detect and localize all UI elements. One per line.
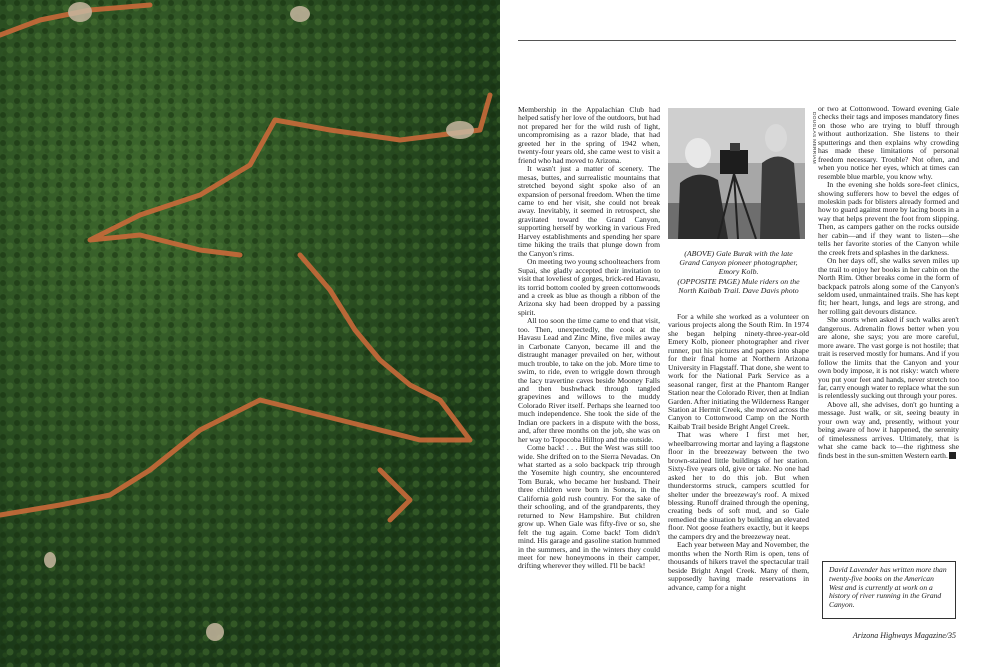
header-rule xyxy=(518,40,956,41)
paragraph: On her days off, she walks seven miles up the trail to enjoy her books in her cabin on the North Rim. Other breaks come in the form of backpack patrols along some of the Canyon's seldom used, unmaintained trails. She has kept fit; her heart, lungs, and legs are strong, and her rolling gait devours distance. xyxy=(818,256,959,316)
paragraph: On meeting two young schoolteachers from Supai, she gladly accepted their invitation to visit that loveliest of gorges, brick-red Havasu, its torrid bottom cooled by green cottonwoods and a creek as blue as though a ribbon of the Arizona sky had been dropped by a passing spirit. xyxy=(518,257,660,317)
paragraph: All too soon the time came to end that visit, too. Then, unexpectedly, the cook at the Havasu Lead and Zinc Mine, five miles away in Carbonate Canyon, became ill and the distraught manager prevailed on her, without much trouble, to take on the job. More time to swim, to ride, even to wriggle down through the lacy travertine caves beside Mooney Falls and then bushwhack through tangled grapevines and willows to the muddy Colorado River itself. Perhaps she learned too much independence. She took the side of the Indian ore packers in a dispute with the boss, and, after three months on the job, she was on her way to Topocoba Hilltop and the outside. xyxy=(518,316,660,444)
paragraph-text: Above all, she advises, don't go hunting a message. Just walk, or sit, seeing beauty in your own way and, presently, without your being aware of how it happened, the serenity of timelessness arrives. Ultimately, that is what she came back to—the rightness she finds best in the sun-smitten Western earth. xyxy=(818,399,959,460)
paragraph: That was where I first met her, wheelbarrowing mortar and laying a flagstone floor in the breezeway between the two brown-stained little buildings of her station. Sixty-five years old, give or take. No one had asked her to do this job. But when thunderstorms struck, campers scuttled for shelter under the breezeway's roof. A mixed blessing. Runoff drained through the opening, creating beds of soft mud, and so Gale remedied the situation by building an elevated floor. Not goose feathers exactly, but it keeps the campers dry and the breezeway neat. xyxy=(668,430,809,541)
caption-line: North Kaibab Trail. Dave Davis photo xyxy=(678,285,799,295)
end-mark-icon xyxy=(949,452,956,459)
paragraph: She snorts when asked if such walks aren't dangerous. Adrenalin flows better when you are alone, she says; you are more careful, more aware. The vast gorge is not hostile; that trait is reserved mostly for humans. And if you follow the limits that the Canyon and your own body impose, it is not risky: watch where you put your feet and hands, never stretch too far, carry enough water to replace what the sun is relentlessly sucking out through your pores. xyxy=(818,315,959,401)
article-column-3 xyxy=(818,105,959,460)
caption-line: Emory Kolb. xyxy=(718,267,759,277)
paragraph: For a while she worked as a volunteer on various projects along the South Rim. In 1974 she began helping ninety-three-year-old Emery Kolb, pioneer photographer and river runner, put his pictures and papers into shape for their final home at Northern Arizona University in Flagstaff. That done, she went to work for the National Park Service as a seasonal ranger, first at the Phantom Ranger Station near the Colorado River, then at Indian Garden. After initiating the Wilderness Ranger Station at Hermit Creek, she moved across the Canyon to Cottonwood Camp on the North Kaibab Trail beside Bright Angel Creek. xyxy=(668,312,809,431)
paragraph: It wasn't just a matter of scenery. The mesas, buttes, and surrealistic mountains that stretched beyond sight spoke also of an expansion of personal freedom. When the time came to end her visit, she could not break away. Inevitably, it seemed in retrospect, she gravitated toward the Grand Canyon, supporting herself by working in various Fred Harvey establishments and spending her spare time hiking the trails that plunge down from the Canyon's rims. xyxy=(518,164,660,258)
page-footer: Arizona Highways Magazine/35 xyxy=(852,631,956,640)
paragraph: Come back! . . . But the West was still too wide. She drifted on to the Sierra Nevadas. On what started as a solo backpack trip through the Yosemite high country, she encountered Tom Burak, who became her husband. Their three children were born in Sonora, in the California gold rush country. For the sake of their schooling, and of the grandparents, they returned to New Hampshire. But children grow up. When Gale was fifty-five or so, she felt the tug again. Come back! Tom didn't mind. His garage and gasoline station hummed in the summers, and in the winters they could meet for new honeymoons in their camper, drifting wherever they willed. I'll be back! xyxy=(518,443,660,571)
paragraph: Each year between May and November, the months when the North Rim is open, tens of thousands of hikers travel the spectacular trail beside Bright Angel Creek. Many of them, supposedly having made reservations in advance, camp for a night xyxy=(668,540,809,592)
caption-line: Grand Canyon pioneer photographer, xyxy=(679,258,798,268)
paragraph: Membership in the Appalachian Club had helped satisfy her love of the outdoors, but had not prepared her for the wild rush of light, uncompromising as a razor blade, that had greeted her in the spring of 1942 when, twenty-four years old, she came west to visit a friend who had moved to Arizona. xyxy=(518,105,660,165)
author-note: David Lavender has written more than twenty-five books on the American West and is currently at work on a history of river running in the Grand Canyon. xyxy=(822,561,956,619)
paragraph: In the evening she holds sore-feet clinics, showing sufferers how to bevel the edges of moleskin pads for blisters already formed and how to guard against more by lacing boots in a way that helps prevent the foot from slipping. Then, as campers gather on the rocks outside her cabin—and if they want to listen—she tells her favorite stories of the Canyon while the creek frets and splashes in the darkness. xyxy=(818,180,959,257)
paragraph xyxy=(818,401,959,460)
article-column-2 xyxy=(668,313,809,592)
paragraph: or two at Cottonwood. Toward evening Gale checks their tags and imposes mandatory fines on those who are trying to bluff through without authorization. She listens to their sputterings and then explains why crowding has made these limitations of personal freedom necessary. Trouble? Not often, and when you notice her eyes, which at times can resemble blue marble, you know why. xyxy=(818,104,959,181)
photo-credit: DOUGLAS MERRIAM xyxy=(811,112,816,164)
article-column-1 xyxy=(518,106,660,571)
photo-caption xyxy=(668,249,809,295)
caption-line: (ABOVE) Gale Burak with the late xyxy=(684,249,793,258)
portrait-photo xyxy=(668,108,805,239)
caption-line: (OPPOSITE PAGE) Mule riders on the xyxy=(677,276,800,286)
